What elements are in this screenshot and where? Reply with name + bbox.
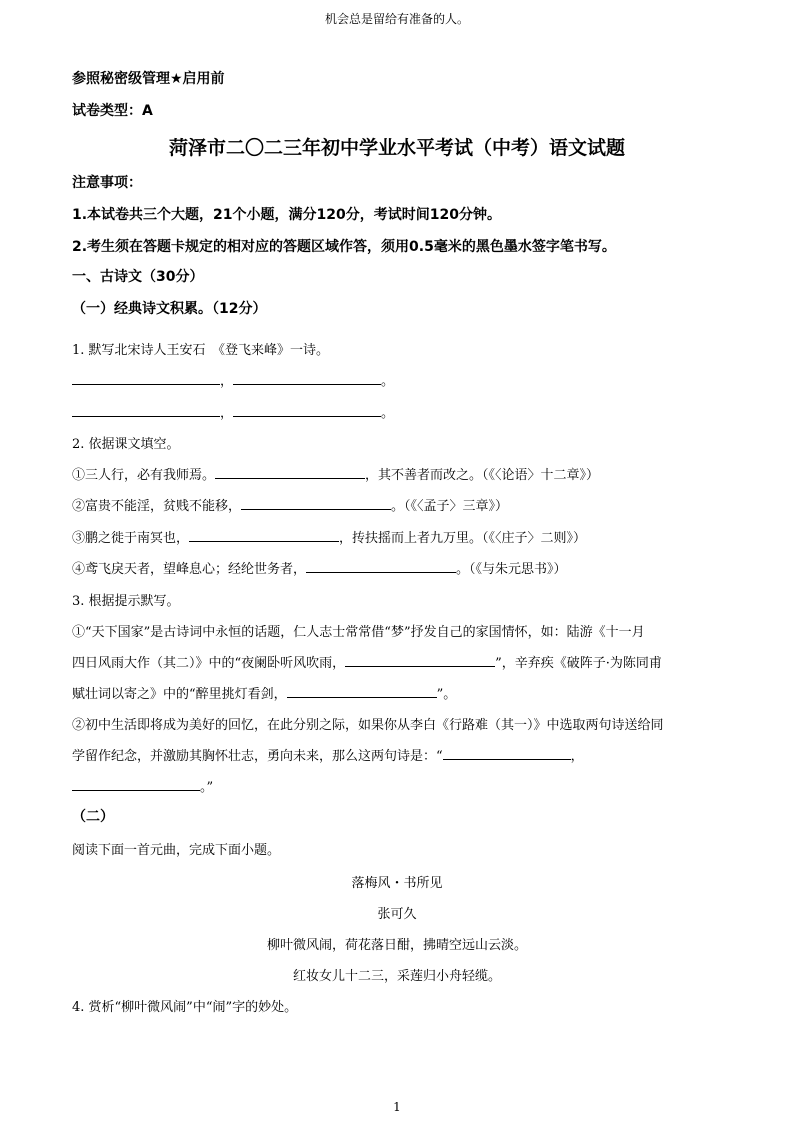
note-1: 1.本试卷共三个大题，21个小题，满分120分，考试时间120分钟。: [72, 207, 501, 223]
page-title: 菏泽市二〇二三年初中学业水平考试（中考）语文试题: [168, 137, 625, 159]
notes-title: 注意事项：: [72, 175, 142, 191]
poem-line: 柳叶微风闹，荷花落日酣，拂晴空远山云淡。: [266, 938, 527, 953]
answer-blank[interactable]: [241, 497, 391, 510]
answer-blank[interactable]: [287, 685, 437, 698]
subsection-heading: （二）: [72, 809, 114, 825]
poem-title: 落梅风・书所见: [351, 876, 443, 891]
answer-blank[interactable]: [72, 778, 200, 791]
subsection-heading: （一）经典诗文积累。（12分）: [72, 301, 267, 317]
answer-blank[interactable]: [72, 372, 220, 385]
question-3-prompt: 3. 根据提示默写。: [72, 594, 180, 609]
answer-blank[interactable]: [233, 404, 381, 417]
question-2-item: ③鹏之徙于南冥也， ，抟扶摇而上者九万里。（《〈庄子〉二则》）: [72, 531, 587, 546]
answer-blank[interactable]: [345, 654, 495, 667]
question-1-answer-line: ， 。: [72, 402, 394, 421]
paper-type-label: 试卷类型：A: [72, 103, 153, 119]
answer-blank[interactable]: [233, 372, 381, 385]
question-3-text: 四日风雨大作（其二）》中的“夜阑卧听风吹雨， ”，辛弃疾《破阵子·为陈同甫: [72, 656, 662, 671]
answer-blank[interactable]: [189, 529, 339, 542]
question-3-text: ①“天下国家”是古诗词中永恒的话题，仁人志士常常借“梦”抒发自己的家国情怀，如：陆游《十一月: [72, 625, 645, 640]
question-2-item: ④鸢飞戾天者，望峰息心；经纶世务者， 。（《与朱元思书》）: [72, 562, 567, 577]
answer-blank[interactable]: [72, 404, 220, 417]
question-1-answer-line: ， 。: [72, 370, 394, 389]
answer-blank[interactable]: [215, 466, 365, 479]
question-2-prompt: 2. 依据课文填空。: [72, 437, 180, 452]
page-header: 机会总是留给有准备的人。: [324, 12, 469, 26]
question-4-prompt: 4. 赏析“柳叶微风闹”中“闹”字的妙处。: [72, 1000, 298, 1015]
note-2: 2.考生须在答题卡规定的相对应的答题区域作答，须用0.5毫米的黑色墨水签字笔书写。: [72, 239, 616, 255]
section-heading: 一、古诗文（30分）: [72, 269, 204, 285]
question-3-text: 学留作纪念，并激励其胸怀壮志，勇向未来，那么这两句诗是：“ ，: [72, 749, 584, 764]
question-2-item: ①三人行，必有我师焉。 ，其不善者而改之。（《〈论语〉十二章》）: [72, 468, 600, 483]
question-2-item: ②富贵不能淫，贫贱不能移， 。（《〈孟子〉三章》）: [72, 499, 509, 514]
question-3-text: 赋壮词以寄之》中的“醉里挑灯看剑， ”。: [72, 687, 457, 702]
poem-line: 红妆女儿十二三，采莲归小舟轻缆。: [292, 969, 501, 984]
question-3-text: 。”: [72, 776, 213, 795]
answer-blank[interactable]: [306, 560, 456, 573]
page-number: 1: [393, 1100, 401, 1114]
confidential-label: 参照秘密级管理★启用前: [72, 71, 225, 87]
question-1-prompt: 1. 默写北宋诗人王安石 《登飞来峰》一诗。: [72, 343, 330, 358]
reading-intro: 阅读下面一首元曲，完成下面小题。: [72, 843, 281, 858]
question-3-text: ②初中生活即将成为美好的回忆，在此分别之际，如果你从李白《行路难（其一）》中选取两句诗送给同: [72, 718, 664, 733]
answer-blank[interactable]: [443, 747, 571, 760]
poem-author: 张可久: [377, 907, 417, 922]
